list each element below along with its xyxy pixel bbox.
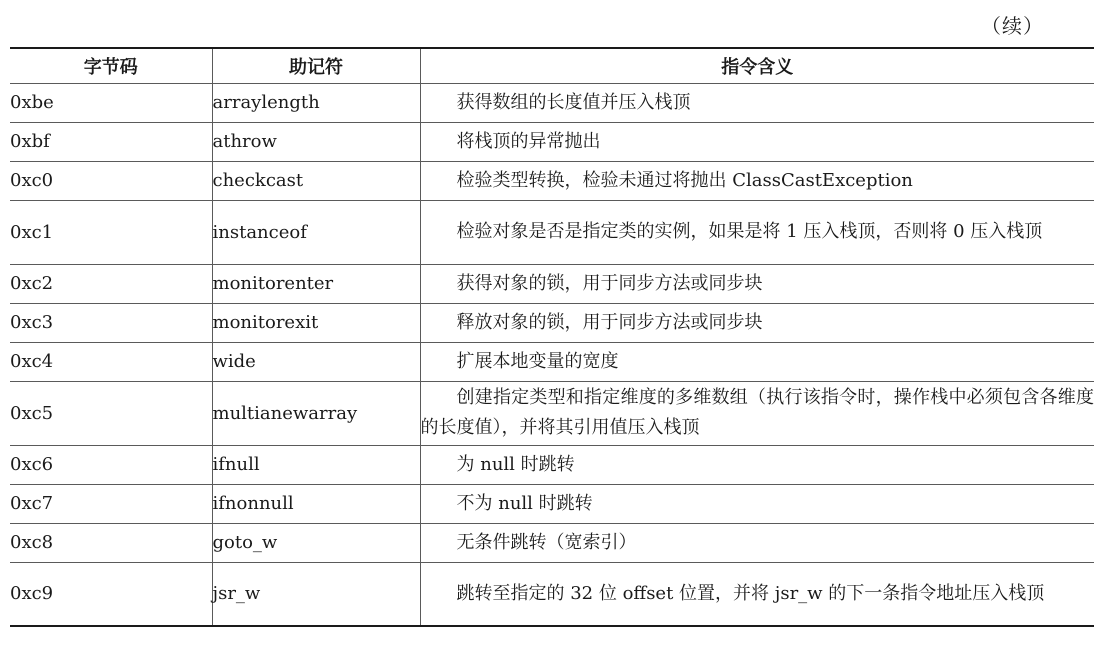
meaning-cell: 检验对象是否是指定类的实例，如果是将 1 压入栈顶，否则将 0 压入栈顶 bbox=[420, 200, 1094, 264]
meaning-cell: 无条件跳转（宽索引） bbox=[420, 523, 1094, 562]
table-row bbox=[10, 381, 1094, 445]
opcode-cell: 0xbf bbox=[10, 122, 212, 161]
mnemonic-cell: multianewarray bbox=[212, 381, 420, 445]
continued-label: （续） bbox=[981, 14, 1044, 38]
opcode-cell: 0xc7 bbox=[10, 484, 212, 523]
mnemonic-cell: monitorenter bbox=[212, 264, 420, 303]
mnemonic-cell: goto_w bbox=[212, 523, 420, 562]
table-row bbox=[10, 445, 1094, 484]
table-row bbox=[10, 264, 1094, 303]
meaning-cell: 创建指定类型和指定维度的多维数组（执行该指令时，操作栈中必须包含各维度的长度值），并将其引用值压入栈顶 bbox=[420, 381, 1094, 445]
opcode-table bbox=[10, 47, 1094, 627]
table-header-row bbox=[10, 48, 1094, 83]
mnemonic-cell: athrow bbox=[212, 122, 420, 161]
mnemonic-cell: ifnull bbox=[212, 445, 420, 484]
meaning-cell: 释放对象的锁，用于同步方法或同步块 bbox=[420, 303, 1094, 342]
meaning-cell: 将栈顶的异常抛出 bbox=[420, 122, 1094, 161]
table-row bbox=[10, 484, 1094, 523]
table-row bbox=[10, 523, 1094, 562]
meaning-cell: 为 null 时跳转 bbox=[420, 445, 1094, 484]
meaning-cell: 不为 null 时跳转 bbox=[420, 484, 1094, 523]
opcode-cell: 0xc1 bbox=[10, 200, 212, 264]
table-row bbox=[10, 161, 1094, 200]
opcode-cell: 0xc5 bbox=[10, 381, 212, 445]
table-row bbox=[10, 122, 1094, 161]
mnemonic-cell: jsr_w bbox=[212, 562, 420, 626]
meaning-cell: 检验类型转换，检验未通过将抛出 ClassCastException bbox=[420, 161, 1094, 200]
mnemonic-cell: ifnonnull bbox=[212, 484, 420, 523]
meaning-cell: 获得数组的长度值并压入栈顶 bbox=[420, 83, 1094, 122]
meaning-cell: 获得对象的锁，用于同步方法或同步块 bbox=[420, 264, 1094, 303]
meaning-cell: 扩展本地变量的宽度 bbox=[420, 342, 1094, 381]
opcode-cell: 0xc8 bbox=[10, 523, 212, 562]
opcode-cell: 0xc0 bbox=[10, 161, 212, 200]
mnemonic-cell: instanceof bbox=[212, 200, 420, 264]
header-meaning: 指令含义 bbox=[420, 48, 1094, 83]
table-row bbox=[10, 200, 1094, 264]
table-row bbox=[10, 83, 1094, 122]
opcode-cell: 0xc9 bbox=[10, 562, 212, 626]
mnemonic-cell: arraylength bbox=[212, 83, 420, 122]
table-row bbox=[10, 342, 1094, 381]
opcode-cell: 0xc6 bbox=[10, 445, 212, 484]
mnemonic-cell: checkcast bbox=[212, 161, 420, 200]
mnemonic-cell: monitorexit bbox=[212, 303, 420, 342]
opcode-cell: 0xbe bbox=[10, 83, 212, 122]
opcode-cell: 0xc2 bbox=[10, 264, 212, 303]
table-row bbox=[10, 562, 1094, 626]
opcode-cell: 0xc4 bbox=[10, 342, 212, 381]
mnemonic-cell: wide bbox=[212, 342, 420, 381]
meaning-cell: 跳转至指定的 32 位 offset 位置，并将 jsr_w 的下一条指令地址压入栈顶 bbox=[420, 562, 1094, 626]
table-row bbox=[10, 303, 1094, 342]
header-mnemonic: 助记符 bbox=[212, 48, 420, 83]
header-opcode: 字节码 bbox=[83, 56, 138, 78]
opcode-cell: 0xc3 bbox=[10, 303, 212, 342]
